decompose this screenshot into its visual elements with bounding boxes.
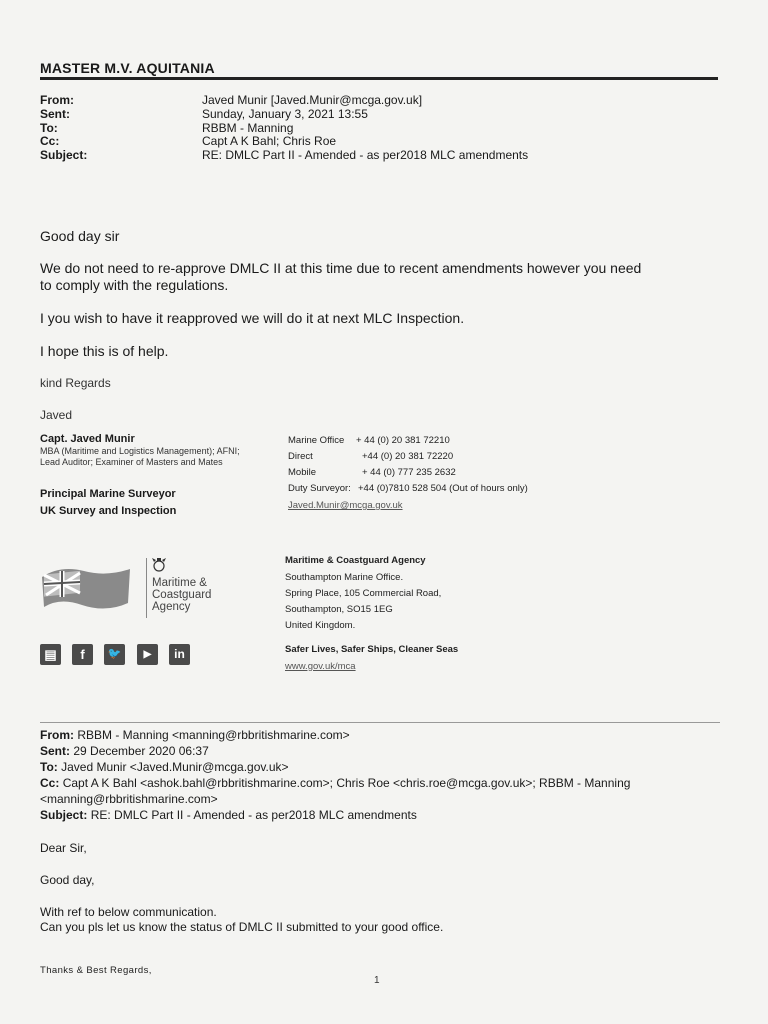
forwarded-to-label: To:	[40, 760, 58, 774]
forwarded-cc	[40, 776, 630, 790]
signature-department: UK Survey and Inspection	[40, 505, 177, 517]
linkedin-icon[interactable]: in	[169, 644, 190, 665]
message-separator	[40, 722, 720, 723]
signature-qualifications	[40, 446, 280, 468]
paragraph-1-line-2: to comply with the regulations.	[40, 277, 229, 293]
forwarded-from-value: RBBM - Manning <manning@rbbritishmarine.com>	[77, 728, 350, 742]
forwarded-sent	[40, 744, 209, 758]
agency-address-line-2: Spring Place, 105 Commercial Road,	[285, 588, 442, 599]
cc-value: Capt A K Bahl; Chris Roe	[202, 134, 337, 148]
forwarded-greeting: Good day,	[40, 873, 95, 887]
page-number: 1	[374, 975, 380, 986]
red-ensign-flag-icon	[40, 563, 132, 620]
logo-divider	[146, 558, 147, 618]
forwarded-line-2: Can you pls let us know the status of DMLC II submitted to your good office.	[40, 920, 444, 934]
logo-text-line-3: Agency	[152, 601, 191, 613]
forwarded-sent-value: 29 December 2020 06:37	[73, 744, 209, 758]
signature-email-link[interactable]: Javed.Munir@mcga.gov.uk	[288, 500, 403, 511]
document-icon[interactable]: ▤	[40, 644, 61, 665]
youtube-icon[interactable]: ▶	[137, 644, 158, 665]
duty-surveyor-phone: +44 (0)7810 528 504 (Out of hours only)	[358, 483, 528, 494]
subject-value: RE: DMLC Part II - Amended - as per2018 MLC amendments	[202, 148, 529, 162]
forwarded-cc-line-2: <manning@rbbritishmarine.com>	[40, 792, 218, 806]
forwarded-from	[40, 728, 350, 742]
from-label: From:	[40, 93, 74, 107]
forwarded-from-label: From:	[40, 728, 74, 742]
agency-logo-text	[152, 577, 211, 613]
forwarded-cc-label: Cc:	[40, 776, 60, 790]
from-value: Javed Munir [Javed.Munir@mcga.gov.uk]	[202, 93, 423, 107]
marine-office-label: Marine Office	[288, 435, 345, 446]
agency-website-link[interactable]: www.gov.uk/mca	[285, 661, 356, 672]
forwarded-to-value: Javed Munir <Javed.Munir@mcga.gov.uk>	[61, 760, 289, 774]
page-title: MASTER M.V. AQUITANIA	[40, 60, 215, 76]
agency-address-line-4: United Kingdom.	[285, 620, 356, 631]
to-value: RBBM - Manning	[202, 121, 294, 135]
to-label: To:	[40, 121, 58, 135]
agency-tagline: Safer Lives, Safer Ships, Cleaner Seas	[285, 644, 459, 655]
sender-first-name: Javed	[40, 408, 73, 422]
qualifications-line-1: MBA (Maritime and Logistics Management); AFNI;	[40, 446, 240, 456]
agency-address-line-3: Southampton, SO15 1EG	[285, 604, 393, 615]
agency-name: Maritime & Coastguard Agency	[285, 555, 426, 566]
mobile-phone: + 44 (0) 777 235 2632	[362, 467, 456, 478]
qualifications-line-2: Lead Auditor; Examiner of Masters and Mates	[40, 457, 223, 467]
greeting: Good day sir	[40, 228, 120, 244]
signature-name: Capt. Javed Munir	[40, 433, 135, 445]
sent-value: Sunday, January 3, 2021 13:55	[202, 107, 368, 121]
paragraph-3: I hope this is of help.	[40, 343, 169, 359]
subject-label: Subject:	[40, 148, 88, 162]
forwarded-subject-label: Subject:	[40, 808, 88, 822]
forwarded-to	[40, 760, 289, 774]
twitter-icon[interactable]: 🐦	[104, 644, 125, 665]
royal-crest-icon	[150, 556, 168, 579]
logo-text-line-2: Coastguard	[152, 589, 212, 601]
forwarded-subject	[40, 808, 417, 822]
marine-office-phone: + 44 (0) 20 381 72210	[356, 435, 450, 446]
mobile-label: Mobile	[288, 467, 316, 478]
agency-address-line-1: Southampton Marine Office.	[285, 572, 404, 583]
forwarded-cc-value: Capt A K Bahl <ashok.bahl@rbbritishmarine.com>; Chris Roe <chris.roe@mcga.gov.uk>; RBBM - Manning	[62, 776, 631, 790]
signature-role: Principal Marine Surveyor	[40, 488, 176, 500]
facebook-icon[interactable]: f	[72, 644, 93, 665]
forwarded-salutation: Dear Sir,	[40, 841, 87, 855]
paragraph-1-line-1: We do not need to re-approve DMLC II at this time due to recent amendments however you need	[40, 260, 642, 276]
closing-regards: kind Regards	[40, 376, 111, 390]
title-divider	[40, 77, 718, 80]
paragraph-2: I you wish to have it reapproved we will do it at next MLC Inspection.	[40, 310, 465, 326]
direct-phone: +44 (0) 20 381 72220	[362, 451, 454, 462]
logo-text-line-1: Maritime &	[152, 577, 207, 589]
direct-label: Direct	[288, 451, 313, 462]
forwarded-subject-value: RE: DMLC Part II - Amended - as per2018 MLC amendments	[90, 808, 417, 822]
forwarded-closing: Thanks & Best Regards,	[40, 965, 152, 976]
duty-surveyor-label: Duty Surveyor:	[288, 483, 351, 494]
forwarded-sent-label: Sent:	[40, 744, 70, 758]
forwarded-line-1: With ref to below communication.	[40, 905, 217, 919]
sent-label: Sent:	[40, 107, 70, 121]
cc-label: Cc:	[40, 134, 60, 148]
